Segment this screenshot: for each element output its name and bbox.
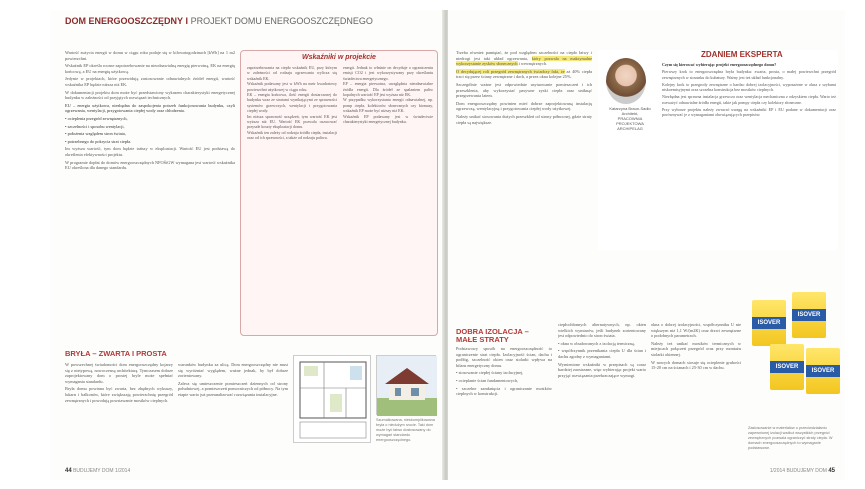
section-title: DOM ENERGOOSZCZĘDNY — [65, 16, 184, 26]
insulation-roll — [792, 292, 826, 338]
product-brand: ISOVER — [752, 317, 786, 329]
floor-plan-image — [293, 355, 371, 443]
issue-number: 1/2014 — [769, 468, 786, 474]
header-separator: I — [185, 16, 189, 26]
insulation-roll — [752, 300, 786, 346]
page-header — [65, 16, 433, 36]
left-page — [50, 10, 444, 480]
expert-role: PRACOWNIA — [617, 116, 643, 121]
issue-number: 1/2014 — [114, 468, 131, 474]
expert-role: Architekt, — [621, 111, 639, 116]
subsection-title: PROJEKT DOMU ENERGOOSZCZĘDNEGO — [190, 16, 373, 26]
page-footer-right — [770, 468, 835, 474]
magazine-name: BUDUJEMY DOM — [73, 468, 114, 474]
infobox-title: Wskaźniki w projekcie — [302, 54, 376, 61]
product-brand: ISOVER — [770, 361, 804, 373]
right-page — [448, 10, 845, 480]
body-text-column-5: Podstawowy sposób na energooszczędność to ograniczenie strat ciepła. Izolacyjność ścian, dachu i podłóg, szczelność okien oraz stolarki wpływa na bilans energetyczny domu. • stosowanie ciepłej ściany izolacyjnej, • ocieplanie ścian fundamentowych, • szczelne zamknięcia i ograniczanie mostków cieplnych w konstrukcji. — [456, 346, 552, 397]
page-number: 45 — [828, 468, 835, 474]
page-footer-left — [65, 468, 130, 474]
highlighted-text: który pozwala na maksymalne wykorzystanie zysków słonecznych — [456, 55, 592, 67]
body-text-column-4: Trzeba również pamiętać, że pod względem szczelności na ciepło łatwy i niedrogi jest taki układ ogrzewania, który pozwala na maksymalne wykorzystanie zysków słonecznych i wewnętrznych. O decydującej roli przegród zewnętrznych świadczy fakt, że aż 40% ciepła traci się przez ściany zewnętrzne i dach, a przez okna kolejne 25%. Szczególnie ważne jest odpowiednie usytuowanie pomieszczeń i ich przeszklenia, aby wykorzystać pasywne zyski ciepła oraz uniknąć przegrzewania latem. Dom energooszczędny powinien mieć dobrze zaprojektowaną instalację ogrzewczą, wentylacyjną i przygotowania ciepłej wody użytkowej. Należy unikać stosowania dużych przeszkleń od strony północnej, gdzie straty ciepła są największe. — [456, 50, 592, 125]
expert-text: Czym się kierować wybierając projekt energooszczędnego domu? Pierwszy krok to energooszczędna bryła budynku: zwarta, prosta, o małej powierzchni przegród zewnętrznych w stosunku do kubatury. Ważny jest też układ funkcjonalny. Kolejny krok to przegrody zewnętrzne o bardzo dobrej izolacyjności, wyposażone w okna z szybami niskoemisyjnymi oraz szczelna konstrukcja bez mostków cieplnych. Niezbędna jest sprawna instalacja grzewcza oraz wentylacja mechaniczna z odzyskiem ciepła. Warto też rozważyć odnawialne źródła energii, takie jak pompy ciepła czy kolektory słoneczne. Przy wyborze projektu należy zwracać uwagę na wskaźniki EP i EU podane w dokumentacji oraz porównywać je z wymaganiami obowiązujących przepisów. — [662, 62, 836, 118]
magazine-spread — [50, 10, 845, 480]
image-caption-left: Szumalkowana, nieskomplikowana bryła o niedużym rzucie. Taki dom może być łatwo dostosowany do wymagań standardu energooszczędnego. — [376, 418, 435, 442]
infobox-col-1: zapotrzebowania na ciepło wskaźnik EU, przy którym w zależności od rodzaju ogrzewania wylicza się wskaźnik EK. Wskaźnik podawany jest w kWh na metr kwadratowy powierzchni użytkowej w ciągu roku. EK – energia końcowa, ilość energii dostarczonej do budynku wraz ze stratami wynikającymi ze sprawności systemów grzewczych, wentylacji i przygotowania ciepłej wody. Im niższa sprawność urządzeń, tym wartość EK jest wyższa niż EU. Wartość EK pozwala oszacować przyszłe koszty eksploatacji domu. Wskaźnik ten zależy od rodzaju źródła ciepła, instalacji oraz od ich sprawności, a także od rodzaju paliwa. — [247, 65, 337, 141]
body-text-column-3: warunków budynku za ulicą. Dom energooszczędny nie musi się wyróżniać wyglądem, ważne jednak, by był dobrze zorientowany. Zaleca się umieszczenie pomieszczeń dziennych od strony południowej, a pomieszczeń pomocniczych od północy. Na tym etapie warto już przeanalizować rozwiązania instalacyjne. — [178, 362, 288, 397]
body-text-column-7: okna o dobrej izolacyjności, współczynniku U nie większym niż 1,1 W/(m2K) oraz drzwi zewnętrzne o podobnych parametrach. Należy też unikać mostków termicznych w miejscach połączeń przegród oraz przy montażu stolarki okiennej. W nowych domach stosuje się ocieplenie grubości 15-20 cm na ścianach i 25-30 cm w dachu. — [651, 322, 741, 371]
highlighted-text: O decydującej roli przegród zewnętrznych świadczy fakt, że — [456, 68, 565, 74]
section-heading-2: DOBRA IZOLACJA – MAŁE STRATY — [456, 327, 529, 344]
body-text-column-2: W powszechnej świadomości dom energooszczędny kojarzy się z nietypową, nowoczesną architekturą. Tymczasem dobrze zaprojektowany dom o prostej bryle może spełniać wymagania standardu. Bryła domu powinna być zwarta, bez zbędnych wykuszy, lukarn i balkonów, które zwiększają powierzchnię przegród zewnętrznych i powodują powstawanie mostków cieplnych. — [65, 362, 173, 403]
product-brand: ISOVER — [792, 309, 826, 321]
infobox-col-2: energii. Jednak to właśnie on decyduje o ograniczeniu emisji CO2 i jest wykorzystywany przy określaniu świadectwa energetycznego. EP – energia pierwotna, uwzględnia nieodnawialne źródła energii. Dla źródeł ze spalaniem paliw kopalnych wartość EP jest wyższa niż EK. W przypadku wykorzystania energii odnawialnej, np. pomp ciepła, kolektorów słonecznych czy biomasy, wskaźnik EP może być niższy niż EK. Wskaźnik EP podawany jest w świadectwie charakterystyki energetycznej budynku. — [343, 65, 433, 125]
house-render-image — [376, 355, 436, 415]
expert-question: Czym się kierować wybierając projekt energooszczędnego domu? — [662, 62, 777, 67]
expert-portrait — [606, 58, 646, 104]
page-number: 44 — [65, 468, 72, 474]
expert-title: ZDANIEM EKSPERTA — [701, 50, 783, 59]
expert-role: ARCHIPELAG — [617, 126, 643, 131]
magazine-name: BUDUJEMY DOM — [786, 468, 827, 474]
expert-role: PROJEKTOWA — [616, 121, 644, 126]
insulation-roll — [770, 344, 804, 390]
section-heading-1: BRYŁA – ZWARTA I PROSTA — [65, 349, 167, 358]
expert-caption — [602, 106, 658, 131]
expert-name: Katarzyna Braun-Sadło — [609, 106, 651, 111]
product-brand: ISOVER — [806, 365, 840, 377]
image-caption-right: Zastosowanie w materiałów o przeciwdziałaniu zapewnionej izolacji wzdłuż wszystkich przegród zewnętrznych pozwala ograniczyć straty ciepła. W domach energooszczędnych to wymaganie podstawowe. — [748, 426, 833, 450]
body-text-column-1: Wartość zużycia energii w domu w ciągu roku podaje się w kilowatogodzinach [kWh] na 1 m2 powierzchni. Wskaźnik EP określa roczne zapotrzebowanie na nieodnawialną energię pierwotną, EK na energię końcową, a EU na energię użytkową. Jedynie w projektach, które przewidują zastosowanie odnawialnych źródeł energii, wartość wskaźnika EP będzie niższa niż EK. W dokumentacji projektu dom może być przedstawiony wykazem charakterystyki energetycznej budynku w zależności od przyjętych rozwiązań technicznych. EU – energia użytkowa, niezbędna do zaspokojenia potrzeb funkcjonowania budynku, czyli ogrzewania, wentylacji, przygotowania ciepłej wody oraz chłodzenia. • ocieplenia przegród zewnętrznych, • szczelności i sposobu wentylacji, • położenia względem stron świata, • potrzebnego do pokrycia strat ciepła. Im wyższa wartość, tym dom będzie tańszy w eksploatacji. Wartość EU jest podstawą do określenia efektywności projektu. W programie dopłat do domów energooszczędnych NFOŚiGW wymagana jest wartość wskaźnika EU określona dla danego standardu. — [65, 50, 235, 171]
insulation-product-image — [748, 292, 840, 424]
body-text-column-6: ciepłochłonnych alternatywnych, np. okien wielkich wymiarów, jeśli budynek zorientowany jest odpowiednio do stron świata. • okna w obudowanych z izolacją termiczną, • współczynnik przenikania ciepła U dla ścian i dachu zgodny z wymaganiami. Wymienione wskaźniki w przepisach są coraz bardziej zaostrzane, więc wybierając projekt warto przyjąć rozwiązania przekraczające wymogi. — [558, 322, 646, 378]
insulation-roll — [806, 348, 840, 394]
info-box — [240, 50, 438, 336]
expert-box — [598, 50, 838, 250]
